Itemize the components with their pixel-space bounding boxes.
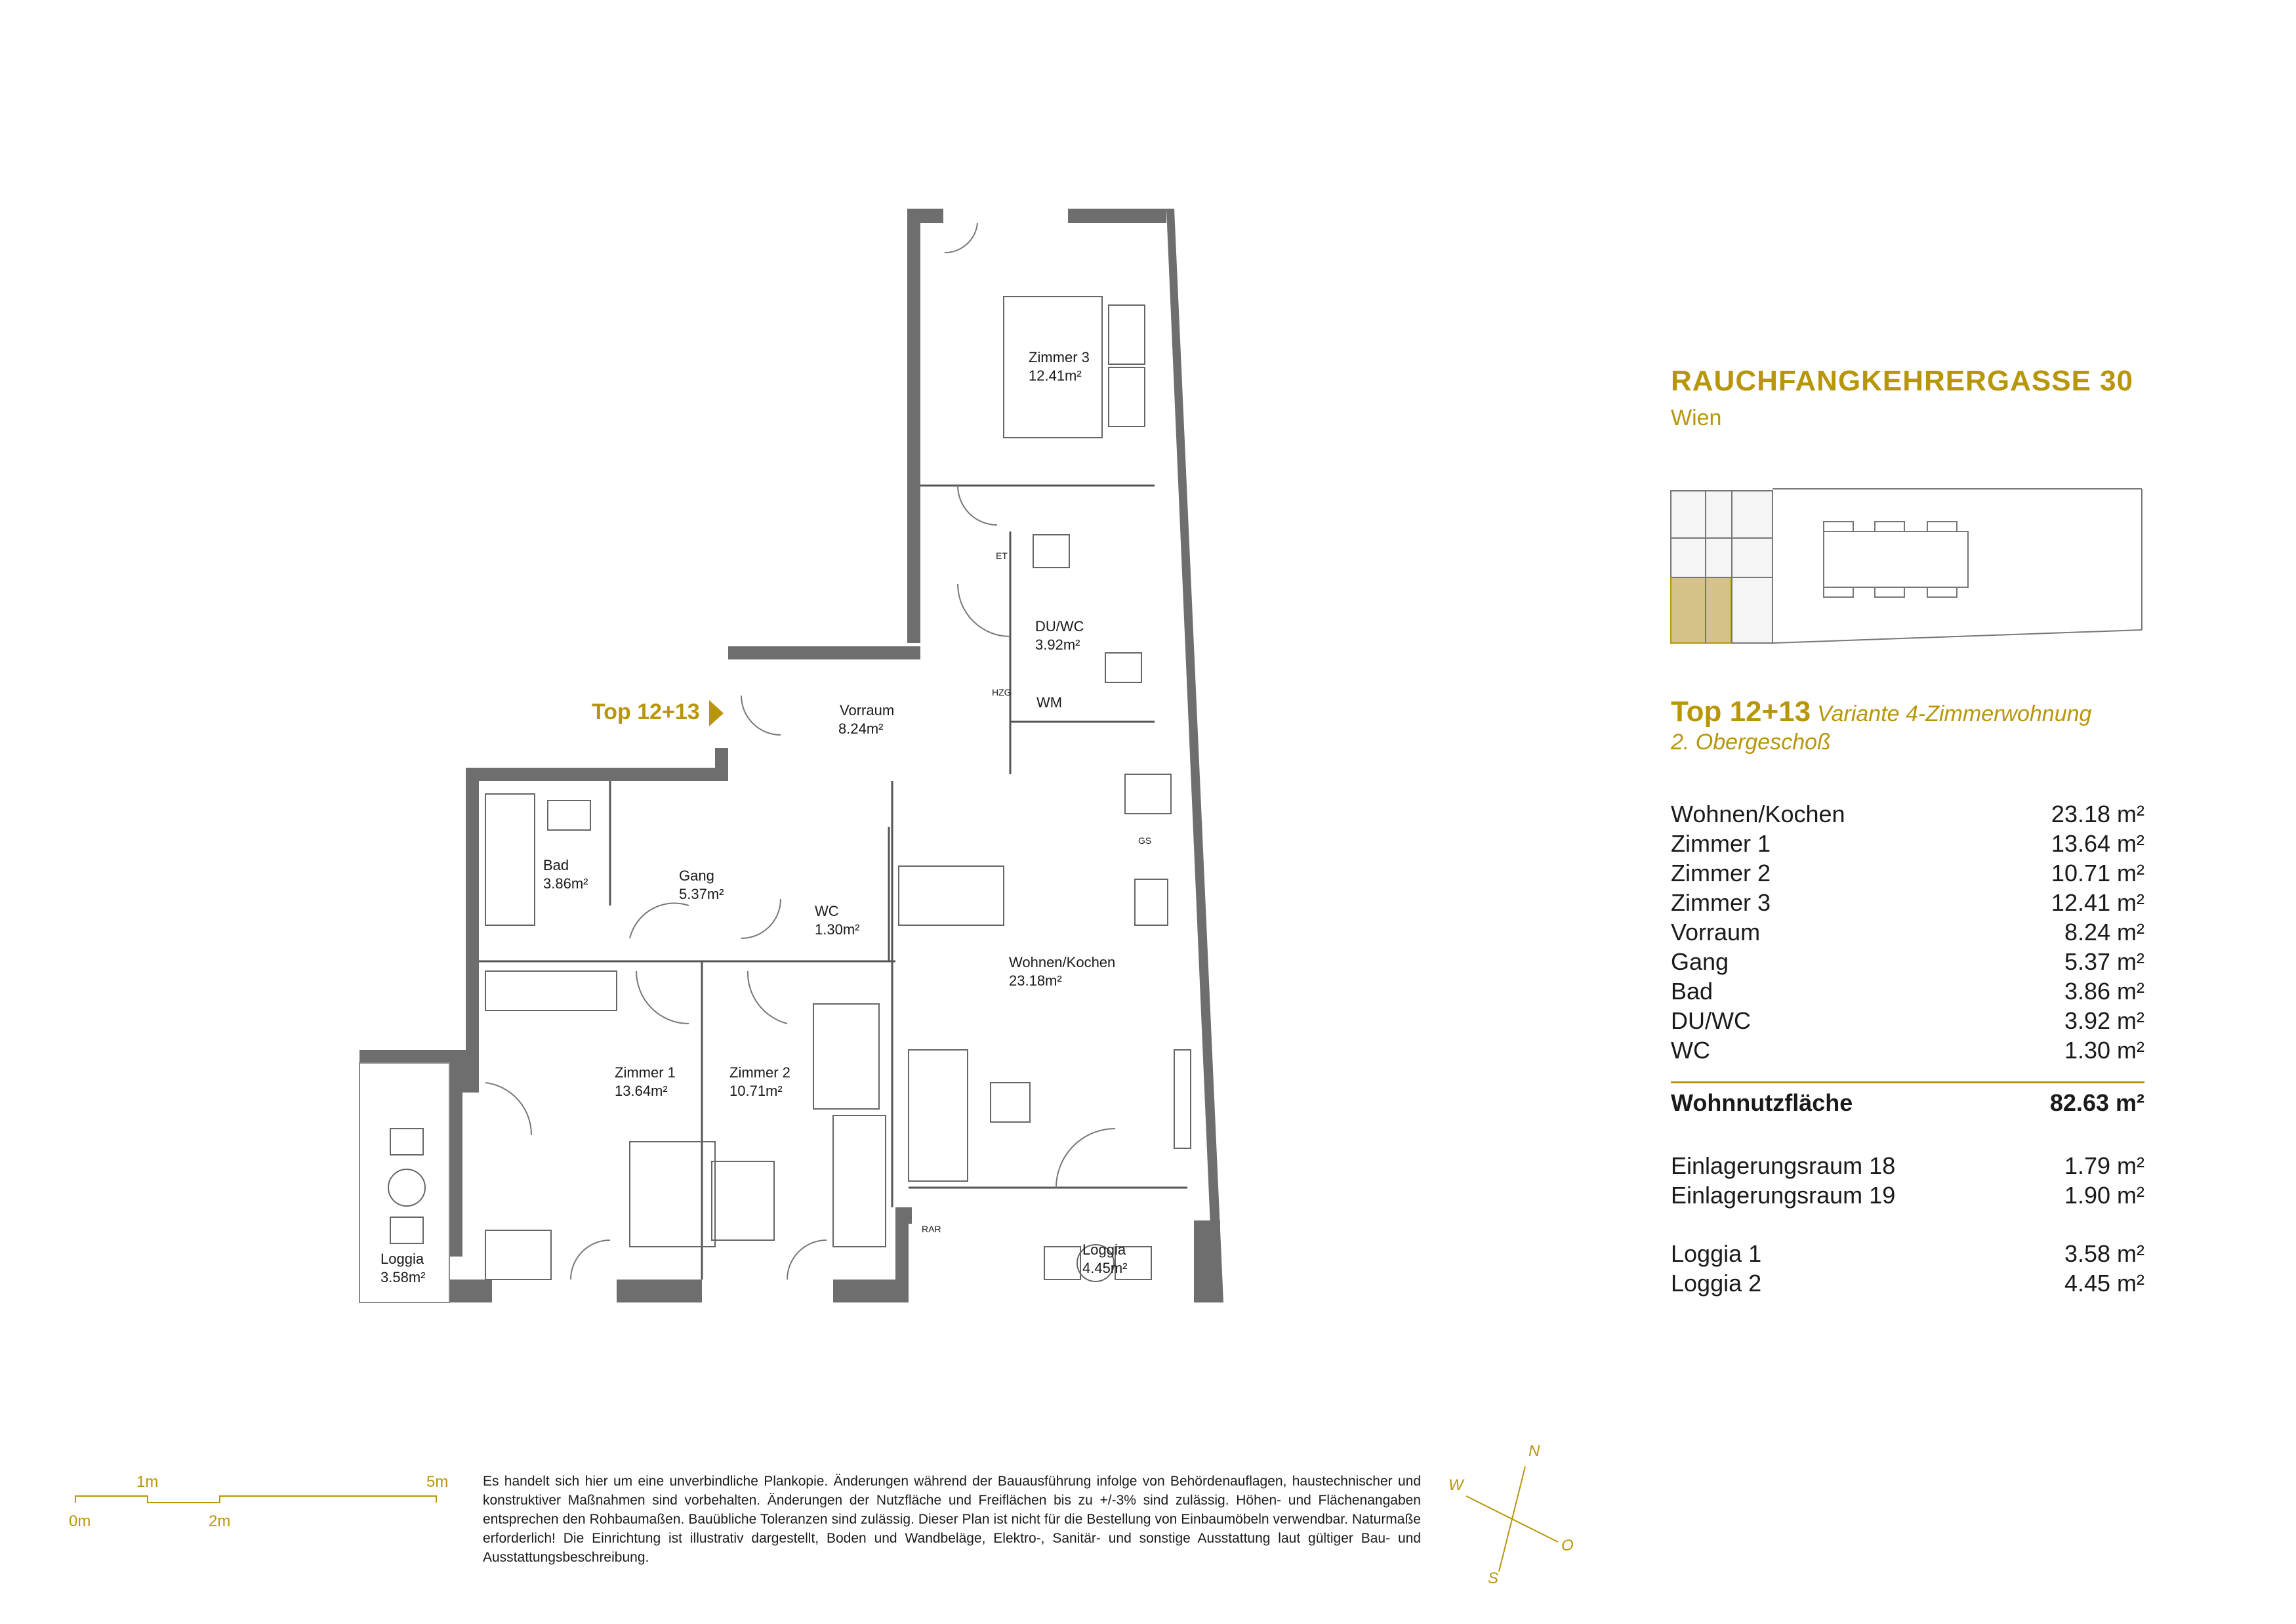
room-label-zimmer1: Zimmer 1 <box>615 1064 676 1081</box>
loggia-name: Loggia 2 <box>1671 1270 1762 1297</box>
room-label-wohnen: Wohnen/Kochen <box>1009 954 1116 970</box>
scale-bar <box>75 1496 436 1503</box>
unit-heading <box>1671 696 2091 728</box>
area-row <box>1671 1035 2144 1065</box>
loggia-row <box>1671 1239 2144 1268</box>
room-label-loggia1: Loggia <box>380 1251 424 1267</box>
total-value: 82.63 m² <box>2049 1089 2144 1116</box>
room-area-loggia2: 4.45m² <box>1082 1260 1128 1276</box>
area-row <box>1671 1006 2144 1035</box>
unit-variant: Variante 4-Zimmerwohnung <box>1817 701 2092 726</box>
loggia-table <box>1671 1239 2144 1298</box>
area-value: 5.37 m² <box>2064 948 2144 975</box>
label-et: ET <box>996 551 1008 561</box>
area-row <box>1671 976 2144 1006</box>
room-area-zimmer2: 10.71m² <box>729 1083 783 1099</box>
room-label-vorraum: Vorraum <box>840 702 895 718</box>
unit-floor: 2. Obergeschoß <box>1671 730 1831 755</box>
compass-north: N <box>1528 1442 1540 1460</box>
area-value: 3.86 m² <box>2064 978 2144 1005</box>
area-value: 12.41 m² <box>2051 889 2144 916</box>
area-value: 13.64 m² <box>2051 830 2144 857</box>
scale-label-0m: 0m <box>69 1512 91 1530</box>
area-value: 1.30 m² <box>2064 1037 2144 1064</box>
room-area-bad: 3.86m² <box>543 875 588 892</box>
area-value: 10.71 m² <box>2051 860 2144 886</box>
area-row <box>1671 829 2144 858</box>
label-gs: GS <box>1138 835 1152 846</box>
label-rar: RAR <box>922 1224 941 1234</box>
area-name: Vorraum <box>1671 919 1761 946</box>
scale-label-5m: 5m <box>426 1473 449 1491</box>
room-label-zimmer2: Zimmer 2 <box>729 1064 790 1081</box>
entry-marker-label: Top 12+13 <box>592 699 700 724</box>
area-value: 23.18 m² <box>2051 801 2144 827</box>
area-name: Wohnen/Kochen <box>1671 801 1845 827</box>
area-row <box>1671 858 2144 888</box>
room-label-zimmer3: Zimmer 3 <box>1029 349 1090 365</box>
storage-value: 1.79 m² <box>2064 1152 2144 1179</box>
compass-east: O <box>1561 1537 1574 1554</box>
room-label-bad: Bad <box>543 857 569 873</box>
storage-name: Einlagerungsraum 19 <box>1671 1182 1896 1209</box>
total-row <box>1671 1089 2144 1117</box>
room-label-duwc: DU/WC <box>1035 618 1084 635</box>
total-divider <box>1671 1081 2144 1083</box>
total-label: Wohnnutzfläche <box>1671 1089 1853 1116</box>
room-labels <box>380 349 1151 1285</box>
area-name: Bad <box>1671 978 1713 1005</box>
area-value: 8.24 m² <box>2064 919 2144 946</box>
room-label-gang: Gang <box>679 867 714 884</box>
area-name: DU/WC <box>1671 1007 1751 1034</box>
area-name: Zimmer 1 <box>1671 830 1771 857</box>
area-name: Zimmer 2 <box>1671 860 1771 886</box>
scale-label-1m: 1m <box>136 1473 159 1491</box>
area-name: Zimmer 3 <box>1671 889 1771 916</box>
doors <box>485 223 1115 1280</box>
loggia-value: 3.58 m² <box>2064 1240 2144 1267</box>
key-plan <box>1671 489 2142 643</box>
area-row <box>1671 888 2144 917</box>
room-area-wc: 1.30m² <box>815 921 860 938</box>
outer-walls <box>359 209 1223 1302</box>
room-area-gang: 5.37m² <box>679 886 724 902</box>
room-area-wohnen: 23.18m² <box>1009 972 1062 989</box>
storage-row <box>1671 1151 2144 1180</box>
area-row <box>1671 947 2144 976</box>
area-row <box>1671 799 2144 829</box>
area-name: Gang <box>1671 948 1729 975</box>
label-hzg: HZG <box>992 687 1012 697</box>
room-area-loggia1: 3.58m² <box>380 1269 426 1285</box>
room-area-zimmer1: 13.64m² <box>615 1083 668 1099</box>
loggia-name: Loggia 1 <box>1671 1240 1762 1267</box>
area-table <box>1671 799 2144 1065</box>
unit-top: Top 12+13 <box>1671 696 1811 728</box>
arrow-right-icon <box>709 700 724 726</box>
room-label-wc: WC <box>815 903 839 919</box>
area-value: 3.92 m² <box>2064 1007 2144 1034</box>
room-label-loggia2: Loggia <box>1082 1241 1126 1258</box>
room-area-vorraum: 8.24m² <box>838 720 884 737</box>
loggia-value: 4.45 m² <box>2064 1270 2144 1297</box>
compass-west: W <box>1448 1476 1464 1494</box>
label-wm: WM <box>1036 694 1063 711</box>
storage-row <box>1671 1180 2144 1210</box>
scale-label-2m: 2m <box>209 1512 231 1530</box>
entry-marker <box>592 699 724 726</box>
project-title: RAUCHFANGKEHRERGASSE 30 <box>1671 365 2134 397</box>
loggia-row <box>1671 1268 2144 1298</box>
storage-value: 1.90 m² <box>2064 1182 2144 1209</box>
disclaimer-text: Es handelt sich hier um eine unverbindliche Plankopie. Änderungen während der Bauausführung infolge von Behördenauflagen, haustechnischer und konstruktiver Maßnahmen sind vorbehalten. Änderungen der Nutzfläche und Freiflächen bis zu +/-3% sind zulässig. Höhen- und Flächenangaben entsprechen den Rohbaumaßen. Bauübliche Toleranzen sind zulässig. Dieser Plan ist nicht für die Bestellung von Einbaumöbeln verwendbar. Naturmaße erforderlich! Die Einrichtung ist illustrativ dargestellt, Boden und Wandbeläge, Elektro-, Sanitär- und sonstige Ausstattung laut gültiger Bau- und Ausstattungsbeschreibung. <box>483 1474 1421 1565</box>
compass-rose <box>1466 1467 1558 1572</box>
area-row <box>1671 917 2144 947</box>
room-area-duwc: 3.92m² <box>1035 636 1080 653</box>
storage-name: Einlagerungsraum 18 <box>1671 1152 1896 1179</box>
storage-table <box>1671 1151 2144 1210</box>
furniture <box>388 297 1191 1281</box>
room-area-zimmer3: 12.41m² <box>1029 367 1082 384</box>
project-city: Wien <box>1671 406 1722 430</box>
compass-south: S <box>1488 1570 1499 1587</box>
area-name: WC <box>1671 1037 1710 1064</box>
